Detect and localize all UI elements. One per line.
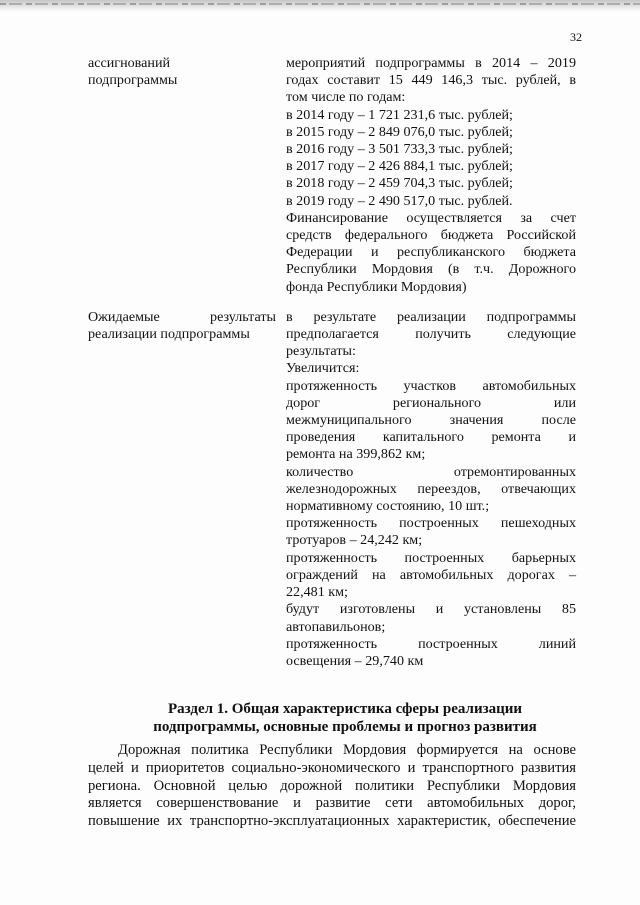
scan-shadow (0, 0, 640, 12)
row-value: в результате реализации подпрограммы предполагается получить следующие результаты: Увеличится: протяженность участков автомобильных дорог регионального или межмуниципального значения после проведения капитального ремонта и ремонта на 399,862 км; количество отремонтированных железнодорожных переездов, отвечающих нормативному состоянию, 10 шт.; протяженность построенных пешеходных тротуаров – 24,242 км; протяженность построенных барьерных ограждений на автомобильных дорогах – 22,481 км; будут изготовлены и установлены 85 автопавильонов; протяженность построенных линий освещения – 29,740 км (286, 308, 576, 669)
body-paragraph: Дорожная политика Республики Мордовия формируется на основе целей и приоритетов социально-экономического и транспортного развития региона. Основной целью дорожной политики Республики Мордовия является совершенствование и развитие сети автомобильных дорог, повышение их транспортно-эксплуатационных характеристик, обеспечение (88, 742, 576, 830)
table-row-results (88, 309, 576, 670)
table-row-funding (88, 55, 576, 296)
row-label: ассигнований подпрограммы (88, 55, 178, 89)
page-number: 32 (570, 30, 582, 44)
passport-table (88, 55, 576, 670)
row-value: мероприятий подпрограммы в 2014 – 2019 годах составит 15 449 146,3 тыс. рублей, в том числе по годам: в 2014 году – 1 721 231,6 тыс. рублей; в 2015 году – 2 849 076,0 тыс. рублей; в 2016 году – 3 501 733,3 тыс. рублей; в 2017 году – 2 426 884,1 тыс. рублей; в 2018 году – 2 459 704,3 тыс. рублей; в 2019 году – 2 490 517,0 тыс. рублей. Финансирование осуществляется за счет средств федерального бюджета Российской Федерации и республиканского бюджета Республики Мордовия (в т.ч. Дорожного фонда Республики Мордовия) (286, 55, 576, 295)
row-label: Ожидаемые результаты реализации подпрограммы (88, 308, 276, 343)
section-title: Раздел 1. Общая характеристика сферы реализации подпрограммы, основные проблемы и прогноз развития (153, 701, 537, 735)
scan-artifact (0, 3, 640, 5)
